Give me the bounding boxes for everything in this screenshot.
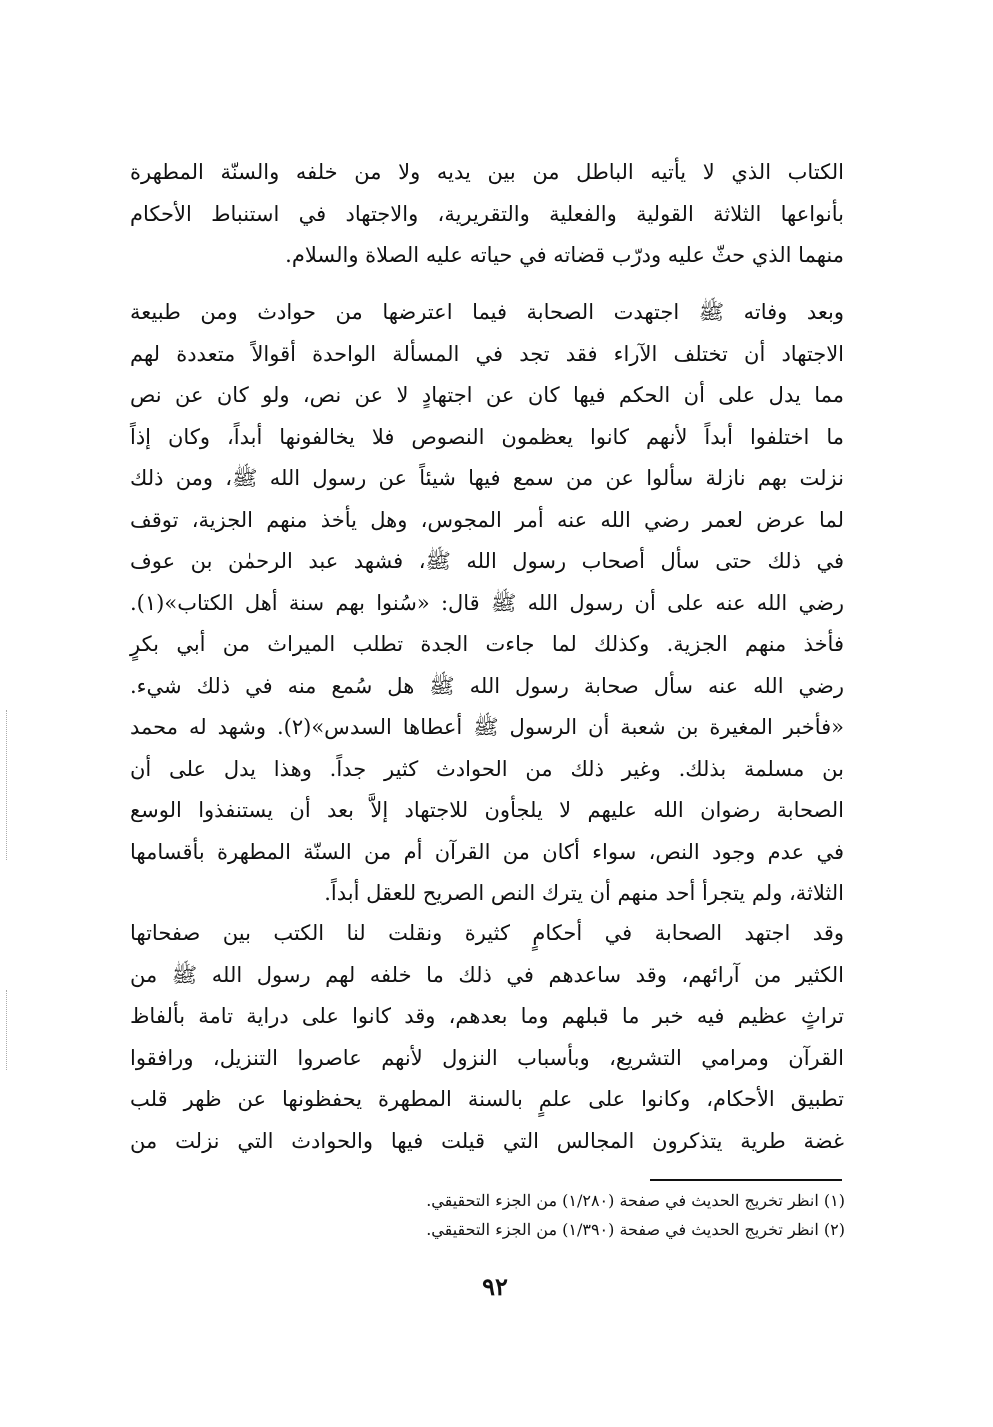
text-line: غضة طرية يتذكرون المجالس التي قيلت فيها والحوادث التي نزلت من bbox=[130, 1128, 844, 1153]
text-line: وقد اجتهد الصحابة في أحكامٍ كثيرة ونقلت لنا الكتب بين صفحاتها bbox=[130, 921, 844, 945]
text-line: وبعد وفاته ﷺ اجتهدت الصحابة فيما اعترضها من حوادث ومن طبيعة bbox=[130, 300, 844, 324]
text-line: الكتاب الذي لا يأتيه الباطل من بين يديه ولا من خلفه والسنّة المطهرة bbox=[130, 160, 844, 184]
text-line: في عدم وجود النص، سواء أكان من القرآن أم من السنّة المطهرة بأقسامها bbox=[130, 839, 844, 864]
text-line: «فأخبر المغيرة بن شعبة أن الرسول ﷺ أعطاها السدس»(٢). وشهد له محمد bbox=[130, 715, 844, 739]
text-line: الكثير من آرائهم، وقد ساعدهم في ذلك ما خلفه لهم رسول الله ﷺ من bbox=[130, 962, 844, 987]
text-line: بن مسلمة بذلك. وغير ذلك من الحوادث كثير جداً. وهذا يدل على أن bbox=[130, 756, 844, 781]
text-line: رضي الله عنه سأل صحابة رسول الله ﷺ هل سُمع منه في ذلك شيء. bbox=[130, 673, 844, 698]
text-line: منهما الذي حثّ عليه ودرّب قضاته في حياته عليه الصلاة والسلام. bbox=[285, 243, 844, 267]
footnote-separator bbox=[650, 1179, 842, 1181]
text-line: ما اختلفوا أبداً لأنهم كانوا يعظمون النصوص فلا يخالفونها أبداً، وكان إذاً bbox=[130, 424, 844, 449]
footnotes bbox=[420, 1186, 845, 1244]
text-line: مما يدل على أن الحكم فيها كان عن اجتهادٍ لا عن نص، ولو كان عن نص bbox=[130, 383, 844, 407]
footnote-2: (٢) انظر تخريج الحديث في صفحة (١/٣٩٠) من الجزء التحقيقي. bbox=[426, 1220, 845, 1239]
text-line: الاجتهاد أن تختلف الآراء فقد تجد في المسألة الواحدة أقوالاً متعددة لهم bbox=[130, 341, 844, 366]
scan-margin-mark bbox=[6, 990, 7, 1070]
text-line: بأنواعها الثلاثة القولية والفعلية والتقريرية، والاجتهاد في استنباط الأحكام bbox=[130, 201, 844, 226]
text-line: تراثٍ عظيم فيه خبر ما قبلهم وما بعدهم، وقد كانوا على دراية تامة بألفاظ bbox=[130, 1004, 844, 1028]
scan-margin-mark bbox=[6, 710, 7, 860]
text-line: فأخذ منهم الجزية. وكذلك لما جاءت الجدة تطلب الميراث من أبي بكرٍ bbox=[130, 632, 844, 656]
paragraph-1 bbox=[130, 152, 844, 277]
page-number: ٩٢ bbox=[482, 1272, 508, 1301]
text-line: لما عرض لعمر رضي الله عنه أمر المجوس، وهل يأخذ منهم الجزية، توقف bbox=[130, 507, 844, 532]
text-line: القرآن ومرامي التشريع، وبأسباب النزول لأنهم عاصروا التنزيل، ورافقوا bbox=[130, 1045, 844, 1070]
text-line: في ذلك حتى سأل أصحاب رسول الله ﷺ، فشهد عبد الرحمٰن بن عوف bbox=[130, 549, 844, 573]
paragraph-3 bbox=[130, 913, 844, 1162]
paragraph-2 bbox=[130, 292, 844, 915]
text-line: تطبيق الأحكام، وكانوا على علمٍ بالسنة المطهرة يحفظونها عن ظهر قلب bbox=[130, 1087, 844, 1111]
footnote-1: (١) انظر تخريج الحديث في صفحة (١/٢٨٠) من الجزء التحقيقي. bbox=[426, 1191, 845, 1210]
text-line: الصحابة رضوان الله عليهم لا يلجأون للاجتهاد إلاَّ بعد أن يستنفذوا الوسع bbox=[130, 798, 845, 822]
text-line: نزلت بهم نازلة سألوا عن من سمع فيها شيئاً عن رسول الله ﷺ، ومن ذلك bbox=[130, 466, 844, 490]
text-line: رضي الله عنه على أن رسول الله ﷺ قال: «سُنوا بهم سنة أهل الكتاب»(١). bbox=[130, 590, 844, 615]
text-line: الثلاثة، ولم يتجرأ أحد منهم أن يترك النص الصريح للعقل أبداً. bbox=[324, 881, 844, 905]
